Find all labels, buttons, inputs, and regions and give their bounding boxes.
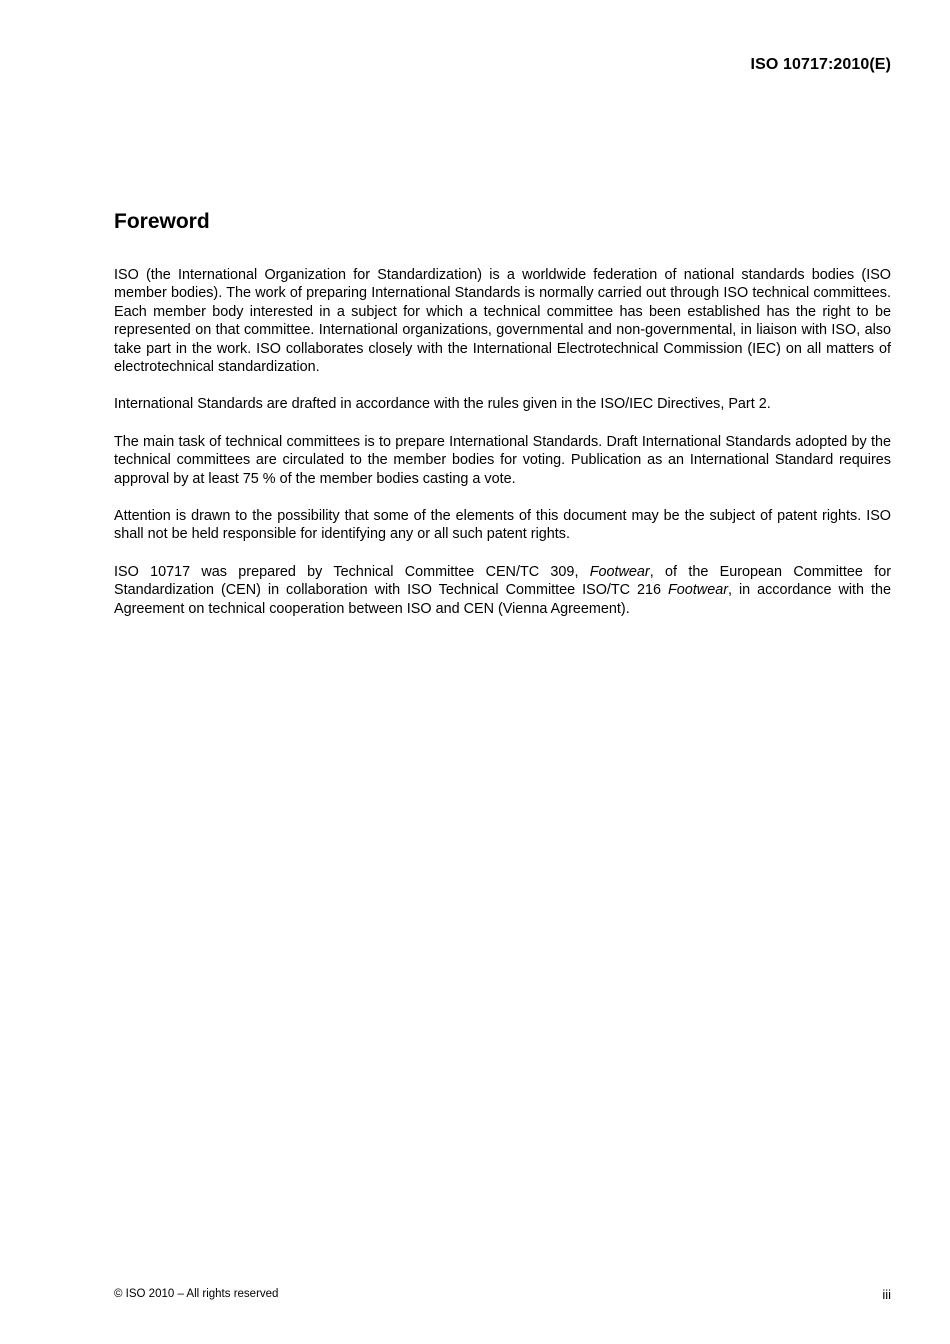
footer-page-number: iii [882, 1287, 891, 1302]
paragraph-drafting-rules: International Standards are drafted in accordance with the rules given in the ISO/IEC Directives, Part 2. [114, 396, 771, 413]
paragraph-committee-task: The main task of technical committees is to prepare International Standards. Draft International Standards adopted by the technical committees are circulated to the member bodies for voting. Publication as an International Standard requires approval by at least 75 % of the member bodies casting a vote. [114, 433, 891, 487]
page-content [114, 208, 891, 637]
page-title: Foreword [114, 210, 210, 233]
preparation-italic-2: Footwear [668, 582, 728, 599]
paragraph-preparation [114, 563, 891, 618]
footer-copyright: © ISO 2010 – All rights reserved [114, 1288, 279, 1300]
preparation-italic-1: Footwear [589, 563, 650, 580]
paragraph-patent-rights: Attention is drawn to the possibility that some of the elements of this document may be the subject of patent rights. ISO shall not be held responsible for identifying any or all such patent rights. [114, 508, 891, 543]
preparation-text-1: ISO 10717 was prepared by Technical Committee CEN/TC 309, [114, 563, 590, 580]
document-reference: ISO 10717:2010(E) [750, 56, 891, 73]
paragraph-iso-federation: ISO (the International Organization for Standardization) is a worldwide federation of national standards bodies (ISO member bodies). The work of preparing International Standards is normally carried out through ISO technical committees. Each member body interested in a subject for which a technical committee has been established has the right to be represented on that committee. International organizations, governmental and non-governmental, in liaison with ISO, also take part in the work. ISO collaborates closely with the International Electrotechnical Commission (IEC) on all matters of electrotechnical standardization. [114, 267, 891, 376]
preparation-text-2: , of the European Committee for Standardization (CEN) in collaboration with ISO Technical Committee ISO/TC 216 [114, 563, 891, 599]
preparation-text-3: , in accordance with the Agreement on technical cooperation between ISO and CEN (Vienna Agreement). [114, 582, 892, 617]
